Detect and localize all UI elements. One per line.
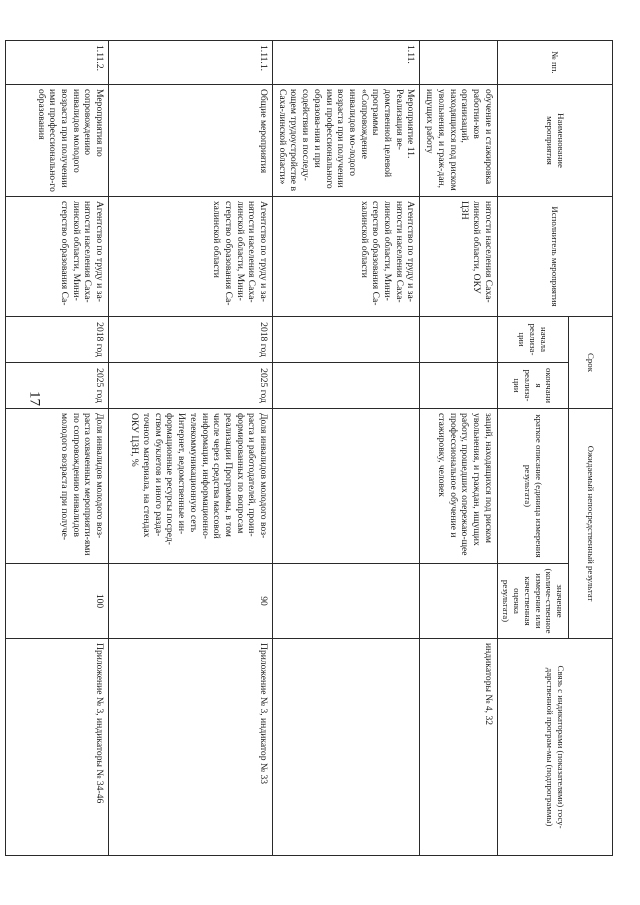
table-row — [109, 41, 273, 856]
row-end: 2025 год — [109, 363, 273, 409]
page-number: 17 — [26, 391, 43, 406]
row-indicators: Приложение № 3, индикаторы № 34-46 — [6, 639, 109, 856]
header-indicators: Связь с индикаторами (показателями) госу-дарственной програм-мы (подпрограммы) — [497, 639, 612, 856]
row-desc — [273, 409, 420, 564]
table-container — [35, 40, 613, 855]
table-row — [273, 41, 420, 856]
row-executor: Агентство по труду и за-нятости населения Саха-линской области, Мини-стерство образования Са-халинской области — [109, 197, 273, 317]
row-name: Общие мероприятия — [109, 85, 273, 197]
row-end — [420, 363, 497, 409]
row-value: 90 — [109, 564, 273, 639]
row-executor: Агентство по труду и за-нятости населения Саха-линской области, Мини-стерство образования Са- — [6, 197, 109, 317]
row-num — [420, 41, 497, 85]
row-num: 1.11.2. — [6, 41, 109, 85]
rotated-page-area — [35, 40, 613, 855]
row-name: Мероприятия по сопровождению инвалидов молодого возраста при получении ими профессионально-го образования — [6, 85, 109, 197]
row-name: Мероприятие 11. Реализация ве-домственной целевой программы «Сопровождение инвалидов мо-лодого возраста при получении ими профессионального образова-ния и при содействии в последу-ющем трудоустройстве в Саха-линской области» — [273, 85, 420, 197]
row-desc: Доля инвалидов молодого воз-раста и работодателей, проин-формированных по вопросам реализации Программы, в том числе через средства массовой информации, информационно-телекоммуникационную сеть Интернет, ведомственные ин-формационные ресурсы посред-ством буклетов и иного разда-точного материала, на стендах ОКУ ЦЗН, % — [109, 409, 273, 564]
row-executor: нятости населения Саха-линской области, ОКУ ЦЗН — [420, 197, 497, 317]
table-row — [6, 41, 109, 856]
row-value — [273, 564, 420, 639]
row-indicators: индикаторы № 4, 32 — [420, 639, 497, 856]
row-indicators — [273, 639, 420, 856]
row-name: обучение и стажировка работни-ков организаций, находящихся под риском увольнения, и граж-дан, ищущих работу — [420, 85, 497, 197]
header-num: № пп. — [497, 41, 612, 85]
header-term-end: окончания реализа-ции — [497, 363, 568, 409]
header-executor: Исполнитель мероприятия — [497, 197, 612, 317]
row-start: 2018 год — [109, 317, 273, 363]
row-desc: Доля инвалидов молодого воз-раста охваченных мероприяти-ями по сопровождению инвалидов молодого возраста при получе- — [6, 409, 109, 564]
measures-table — [5, 40, 613, 856]
header-result: Ожидаемый непосредственный результат — [569, 409, 613, 639]
row-start — [420, 317, 497, 363]
header-name: Наименование мероприятия — [497, 85, 612, 197]
table-row — [420, 41, 497, 856]
header-row — [569, 41, 613, 856]
row-num: 1.11. — [273, 41, 420, 85]
row-num: 1.11.1. — [109, 41, 273, 85]
row-value — [420, 564, 497, 639]
row-desc: заций, находящихся под риском увольнения, и граждан, ищущих работу, прошедших опережаю-щее профессиональное обучение и стажировку, человек — [420, 409, 497, 564]
row-executor: Агентство по труду и за-нятости населения Саха-линской области, Мини-стерство образования Са-халинской области — [273, 197, 420, 317]
row-end: 2025 год — [6, 363, 109, 409]
row-start — [273, 317, 420, 363]
row-value: 100 — [6, 564, 109, 639]
header-result-desc: краткое описание (единица измерения результата) — [497, 409, 568, 564]
row-start: 2018 год — [6, 317, 109, 363]
header-result-value: значение (количе-ственное измерение или качественная оценка результата) — [497, 564, 568, 639]
header-term-start: начала реализа-ции — [497, 317, 568, 363]
row-indicators: Приложение № 3, индикатор № 33 — [109, 639, 273, 856]
header-term: Срок — [569, 317, 613, 409]
row-end — [273, 363, 420, 409]
